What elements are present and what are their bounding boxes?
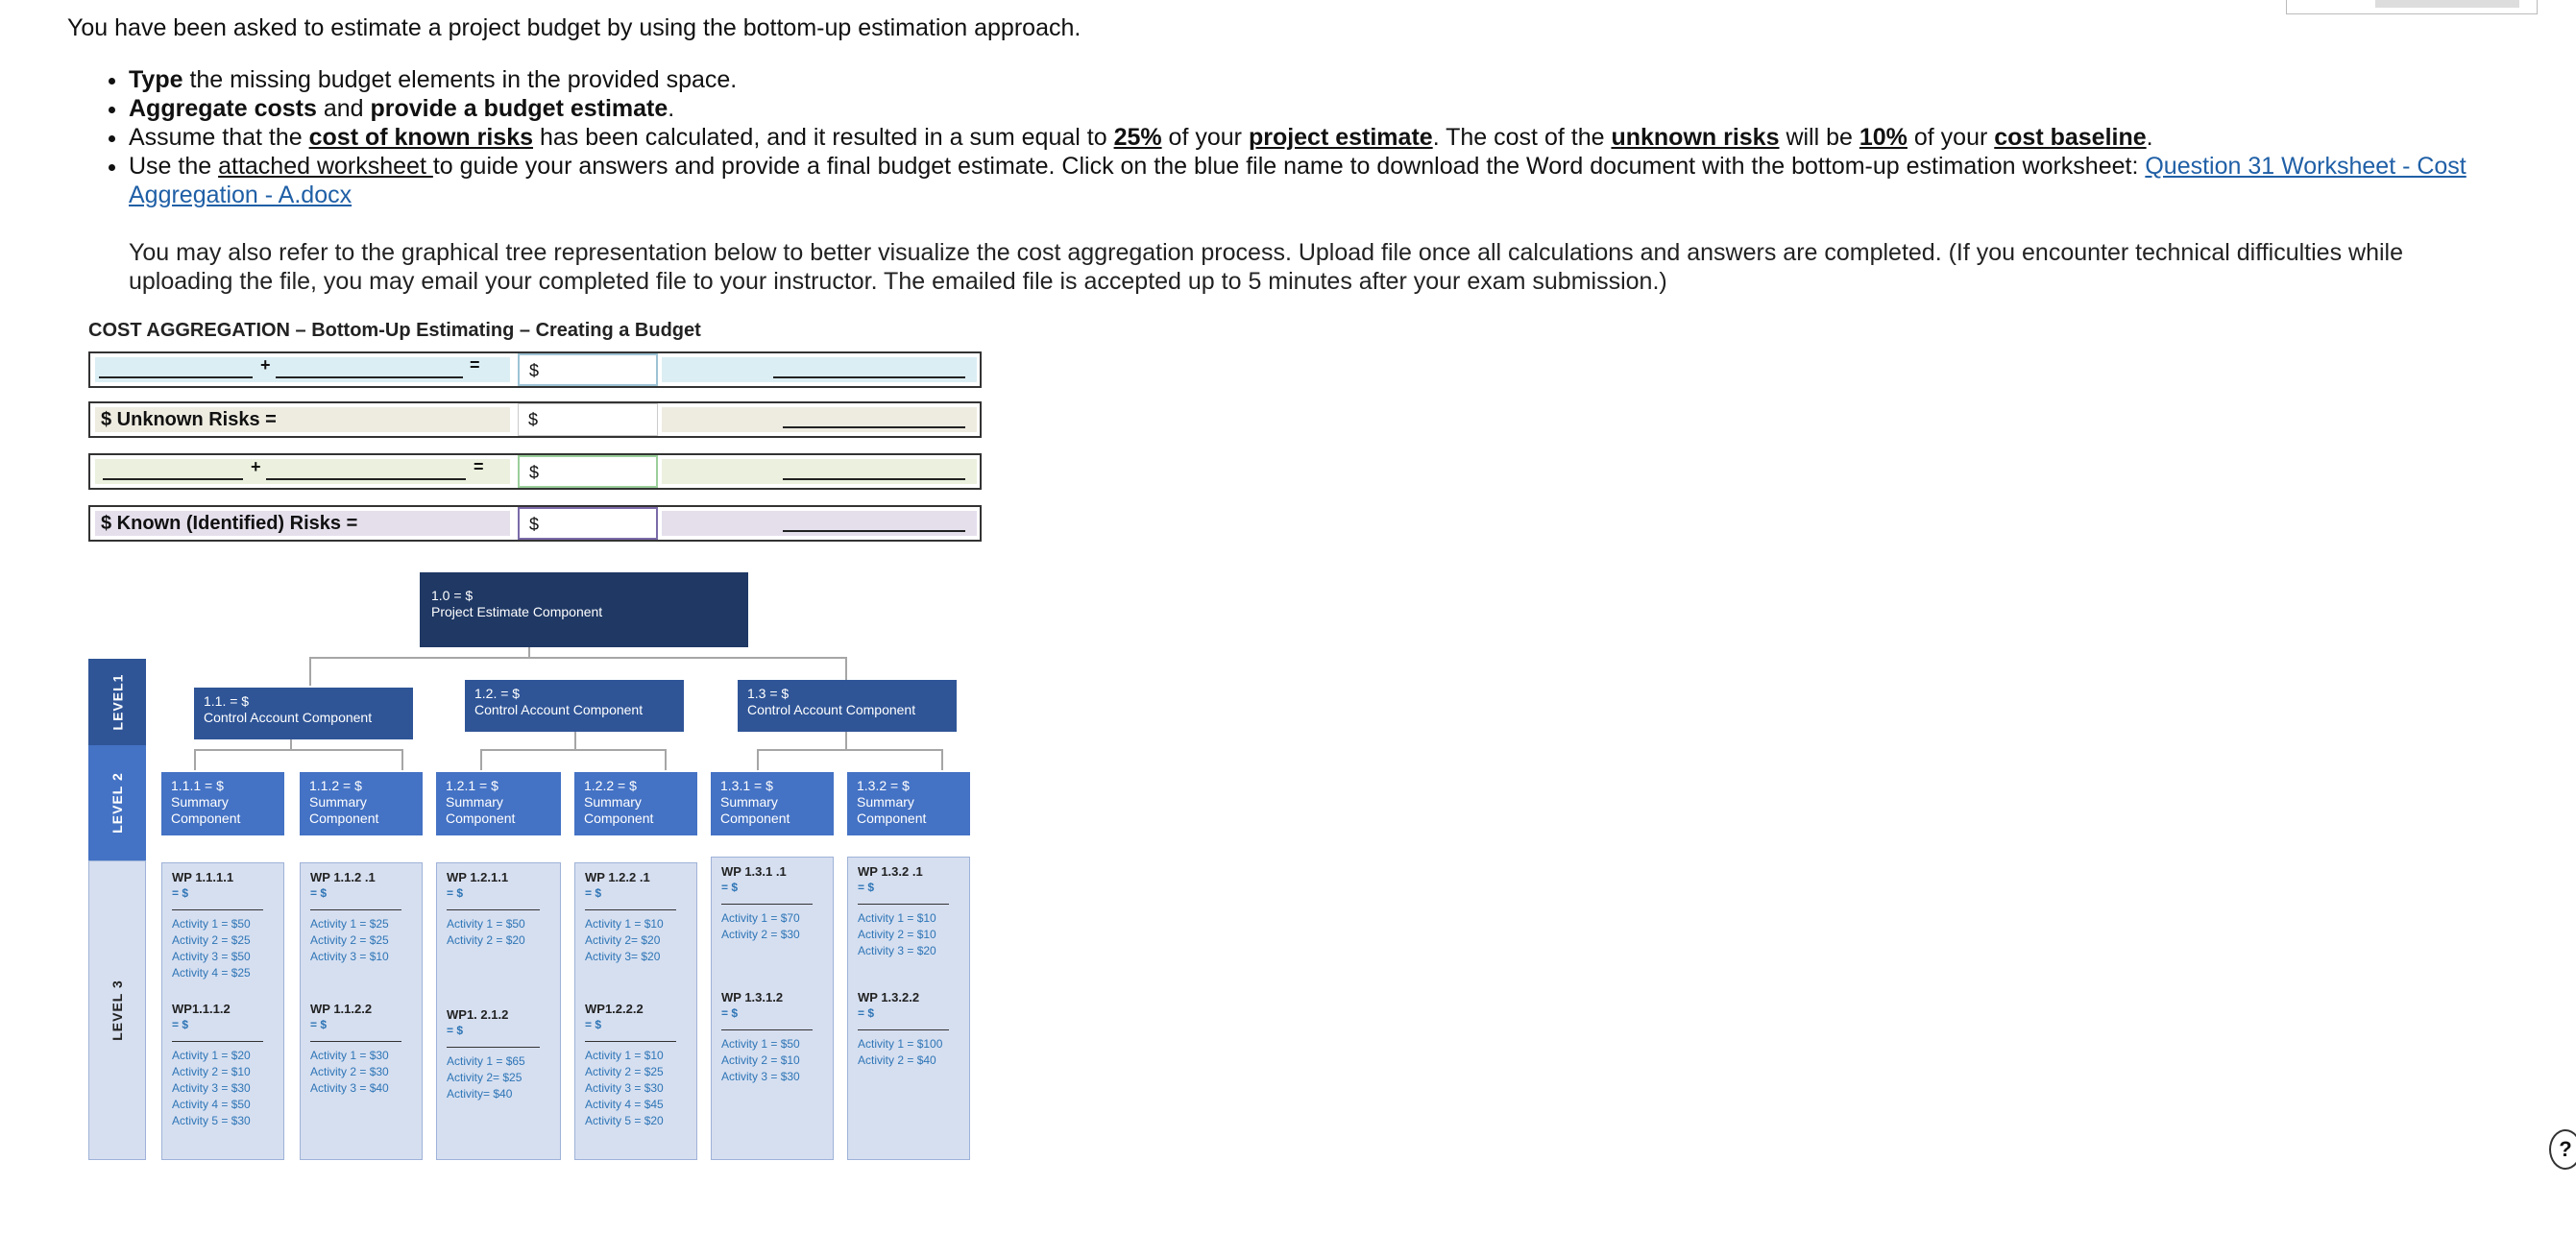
row2-left-fill	[95, 407, 510, 432]
activity-item: Activity 1 = $25	[310, 917, 389, 931]
figure-title: COST AGGREGATION – Bottom-Up Estimating – Creating a Budget	[88, 320, 701, 341]
activity-item: Activity 1 = $10	[858, 911, 936, 925]
intro-text: You have been asked to estimate a project budget by using the bottom-up estimation approach.	[67, 14, 1081, 41]
node-value: 1.3.1 = $	[720, 778, 773, 793]
connector-line	[194, 749, 403, 751]
activity-item: Activity 1 = $50	[447, 917, 525, 931]
activity-item: Activity 2 = $20	[447, 933, 525, 947]
level3-label: LEVEL 3	[109, 980, 126, 1041]
separator	[585, 1041, 676, 1042]
level2-node	[847, 772, 970, 835]
activity-item: Activity 1 = $100	[858, 1037, 943, 1051]
node-label: Summary	[309, 794, 367, 810]
activity-item: Activity 3 = $30	[721, 1070, 800, 1083]
node-label: Control Account Component	[204, 710, 373, 725]
unknown-risks-label: $ Unknown Risks =	[101, 409, 277, 430]
activity-item: Activity 2 = $30	[721, 928, 800, 941]
row1-right-fill	[662, 357, 977, 382]
top-right-panel	[2286, 0, 2538, 14]
work-package-label: WP 1.2.1.1	[447, 870, 509, 884]
level2-node	[436, 772, 561, 835]
instruction-bold: Type	[129, 66, 183, 93]
work-package-value: = $	[721, 881, 739, 894]
separator	[310, 909, 401, 910]
activity-item: Activity 4 = $25	[172, 966, 251, 980]
node-value: 1.1.2 = $	[309, 778, 362, 793]
level2-node	[574, 772, 697, 835]
connector-line	[480, 749, 667, 751]
row3-dollar-field[interactable]	[518, 455, 658, 488]
activity-item: Activity 1 = $10	[585, 1049, 664, 1062]
connector-line	[757, 749, 943, 751]
instruction-item	[129, 123, 2568, 152]
work-package-label: WP1. 2.1.2	[447, 1007, 509, 1022]
activity-item: Activity 1 = $30	[310, 1049, 389, 1062]
activity-item: Activity 3 = $30	[172, 1081, 251, 1095]
separator	[447, 1047, 540, 1048]
node-label: Summary	[584, 794, 642, 810]
connector-line	[941, 749, 943, 770]
instruction-item	[129, 152, 2568, 209]
blank-line[interactable]	[103, 478, 243, 480]
equals-sign: =	[470, 355, 480, 375]
activity-item: Activity 3 = $20	[858, 944, 936, 957]
activity-item: Activity 3 = $30	[585, 1081, 664, 1095]
activity-item: Activity 3 = $10	[310, 950, 389, 963]
instruction-bold: 10%	[1859, 124, 1908, 151]
work-package-value: = $	[172, 886, 189, 900]
activity-item: Activity 1 = $65	[447, 1054, 525, 1068]
work-package-label: WP 1.1.2.2	[310, 1002, 373, 1016]
work-package-label: WP 1.1.2 .1	[310, 870, 376, 884]
instruction-text: and	[316, 95, 371, 122]
level1-node	[465, 680, 684, 732]
activity-item: Activity 2= $20	[585, 933, 661, 947]
connector-line	[845, 657, 847, 682]
connector-line	[401, 749, 403, 770]
node-value: 1.2. = $	[474, 686, 521, 701]
connector-line	[480, 749, 482, 770]
blank-line[interactable]	[276, 376, 463, 378]
work-package-value: = $	[858, 1006, 875, 1020]
instruction-text: the missing budget elements in the provided space.	[182, 66, 738, 93]
instruction-text: of your	[1907, 124, 1995, 151]
activity-item: Activity 4 = $45	[585, 1098, 664, 1111]
work-package-label: WP 1.2.2 .1	[585, 870, 650, 884]
connector-line	[309, 657, 311, 686]
activity-item: Activity 4 = $50	[172, 1098, 251, 1111]
row2-right-fill	[662, 407, 977, 432]
work-package-value: = $	[858, 881, 875, 894]
budget-row-4	[88, 505, 982, 542]
instruction-text: Assume that the	[129, 124, 309, 151]
node-value: 1.1.1 = $	[171, 778, 224, 793]
activity-item: Activity 2 = $25	[172, 933, 251, 947]
activity-item: Activity 2 = $10	[172, 1065, 251, 1078]
connector-line	[194, 749, 196, 770]
level3-bar	[88, 860, 146, 1160]
separator	[172, 909, 263, 910]
instruction-bold: 25%	[1113, 124, 1162, 151]
activity-item: Activity 1 = $50	[721, 1037, 800, 1051]
work-package-value: = $	[172, 1018, 189, 1031]
node-value: 1.2.2 = $	[584, 778, 637, 793]
blank-line[interactable]	[266, 478, 466, 480]
separator	[721, 904, 813, 905]
instructions-paragraph: You may also refer to the graphical tree representation below to better visualize the cost aggregation process. Upload file once all calculations and answers are completed. (If you encounter technical difficulties while uploading the file, you may email your completed file to your instructor. The emailed file is accepted up to 5 minutes after your exam submission.)	[129, 239, 2404, 295]
blank-line[interactable]	[783, 426, 965, 428]
instruction-item	[129, 94, 2568, 123]
node-value: 1.1. = $	[204, 693, 250, 709]
node-label: Component	[171, 811, 241, 826]
node-label: Control Account Component	[474, 702, 644, 717]
blank-line[interactable]	[783, 530, 965, 532]
instruction-text: Use the	[129, 153, 219, 180]
known-risks-label: $ Known (Identified) Risks =	[101, 513, 358, 534]
separator	[585, 909, 676, 910]
level3-column	[436, 862, 561, 1160]
instruction-bold: project estimate	[1248, 124, 1433, 151]
work-package-label: WP 1.1.1.1	[172, 870, 234, 884]
level2-label: LEVEL 2	[109, 772, 126, 834]
level3-column	[711, 857, 834, 1160]
help-chat-icon[interactable]: ?	[2549, 1129, 2576, 1170]
activity-item: Activity 3= $20	[585, 950, 661, 963]
activity-item: Activity 1 = $10	[585, 917, 664, 931]
node-label: Summary	[720, 794, 778, 810]
instruction-text: .	[2146, 124, 2153, 151]
node-label: Summary	[171, 794, 229, 810]
plus-sign: +	[251, 457, 261, 476]
work-package-label: WP 1.3.1.2	[721, 990, 784, 1004]
activity-item: Activity 2 = $10	[858, 928, 936, 941]
level2-bar	[88, 745, 146, 860]
instruction-bold: unknown risks	[1611, 124, 1780, 151]
separator	[447, 909, 540, 910]
instruction-bold: provide a budget estimate	[370, 95, 668, 122]
instruction-text-underlined: attached worksheet	[218, 153, 433, 180]
row4-left-fill	[95, 511, 510, 536]
instruction-list	[67, 65, 2568, 209]
worksheet-download-link[interactable]: Question 31 Worksheet - Cost Aggregation - A.docx	[129, 153, 2467, 208]
budget-row-1	[88, 351, 982, 388]
activity-item: Activity 1 = $20	[172, 1049, 251, 1062]
work-package-value: = $	[310, 1018, 328, 1031]
level3-column	[300, 862, 423, 1160]
separator	[310, 1041, 401, 1042]
blank-line[interactable]	[773, 376, 965, 378]
level3-column	[161, 862, 284, 1160]
separator	[858, 904, 949, 905]
top-right-control[interactable]	[2375, 0, 2519, 8]
work-package-label: WP 1.3.1 .1	[721, 864, 787, 879]
node-value: 1.3 = $	[747, 686, 790, 701]
root-node	[420, 572, 748, 647]
activity-item: Activity 2 = $25	[585, 1065, 664, 1078]
level2-node	[711, 772, 834, 835]
work-package-value: = $	[721, 1006, 739, 1020]
instruction-bold: cost baseline	[1994, 124, 2147, 151]
row1-left-fill	[95, 357, 510, 382]
work-package-value: = $	[585, 886, 602, 900]
blank-line[interactable]	[99, 376, 253, 378]
separator	[858, 1029, 949, 1030]
work-package-label: WP1.2.2.2	[585, 1002, 644, 1016]
equals-sign: =	[474, 457, 484, 476]
instruction-item	[129, 65, 2568, 94]
dollar-sign: $	[529, 361, 540, 380]
level1-label: LEVEL1	[109, 673, 125, 731]
node-label: Component	[309, 811, 379, 826]
dollar-sign: $	[529, 515, 540, 534]
node-label: Component	[857, 811, 927, 826]
budget-row-3	[88, 453, 982, 490]
activity-item: Activity 1 = $50	[172, 917, 251, 931]
activity-item: Activity 1 = $70	[721, 911, 800, 925]
work-package-value: = $	[447, 886, 464, 900]
row3-right-fill	[662, 459, 977, 484]
level3-column	[574, 862, 697, 1160]
dollar-sign: $	[529, 463, 540, 482]
budget-row-2	[88, 401, 982, 438]
activity-item: Activity 5 = $20	[585, 1114, 664, 1127]
activity-item: Activity 2= $25	[447, 1071, 522, 1084]
node-label: Summary	[446, 794, 503, 810]
level1-node	[738, 680, 957, 732]
activity-item: Activity 3 = $40	[310, 1081, 389, 1095]
row1-dollar-field[interactable]	[518, 353, 658, 386]
node-value: 1.3.2 = $	[857, 778, 910, 793]
instruction-text: of your	[1161, 124, 1249, 151]
work-package-label: WP 1.3.2 .1	[858, 864, 923, 879]
root-value: 1.0 = $	[431, 588, 474, 603]
instruction-text: . The cost of the	[1432, 124, 1612, 151]
node-value: 1.2.1 = $	[446, 778, 498, 793]
node-label: Component	[584, 811, 654, 826]
instruction-text: will be	[1779, 124, 1859, 151]
level1-bar	[88, 659, 146, 745]
instruction-bold: cost of known risks	[308, 124, 533, 151]
work-package-value: = $	[310, 886, 328, 900]
instruction-text: to guide your answers and provide a final budget estimate. Click on the blue file name to download the Word document with the bottom-up estimation worksheet:	[432, 153, 2146, 180]
level3-column	[847, 857, 970, 1160]
instruction-bold: Aggregate costs	[129, 95, 317, 122]
activity-item: Activity 2 = $30	[310, 1065, 389, 1078]
row3-left-fill	[95, 459, 510, 484]
level1-node	[194, 688, 413, 739]
work-package-value: = $	[447, 1024, 464, 1037]
activity-item: Activity 2 = $10	[721, 1053, 800, 1067]
cost-aggregation-figure	[86, 317, 989, 1162]
work-package-label: WP1.1.1.2	[172, 1002, 231, 1016]
connector-line	[757, 749, 759, 770]
activity-item: Activity= $40	[447, 1087, 513, 1101]
instruction-text: .	[668, 95, 675, 122]
node-label: Component	[720, 811, 790, 826]
work-package-value: = $	[585, 1018, 602, 1031]
work-package-label: WP 1.3.2.2	[858, 990, 920, 1004]
node-label: Component	[446, 811, 516, 826]
activity-item: Activity 3 = $50	[172, 950, 251, 963]
activity-item: Activity 5 = $30	[172, 1114, 251, 1127]
connector-line	[665, 749, 667, 770]
dollar-sign: $	[528, 410, 539, 429]
blank-line[interactable]	[783, 478, 965, 480]
row4-dollar-field[interactable]	[518, 507, 658, 540]
activity-item: Activity 2 = $40	[858, 1053, 936, 1067]
connector-line	[309, 657, 847, 659]
level2-node	[300, 772, 423, 835]
row2-dollar-field[interactable]	[518, 403, 658, 436]
separator	[721, 1029, 813, 1030]
level2-node	[161, 772, 284, 835]
node-label: Summary	[857, 794, 914, 810]
plus-sign: +	[260, 355, 271, 375]
separator	[172, 1041, 263, 1042]
instruction-text: has been calculated, and it resulted in a sum equal to	[533, 124, 1114, 151]
activity-item: Activity 2 = $25	[310, 933, 389, 947]
node-label: Control Account Component	[747, 702, 916, 717]
row4-right-fill	[662, 511, 977, 536]
root-label: Project Estimate Component	[431, 604, 603, 619]
